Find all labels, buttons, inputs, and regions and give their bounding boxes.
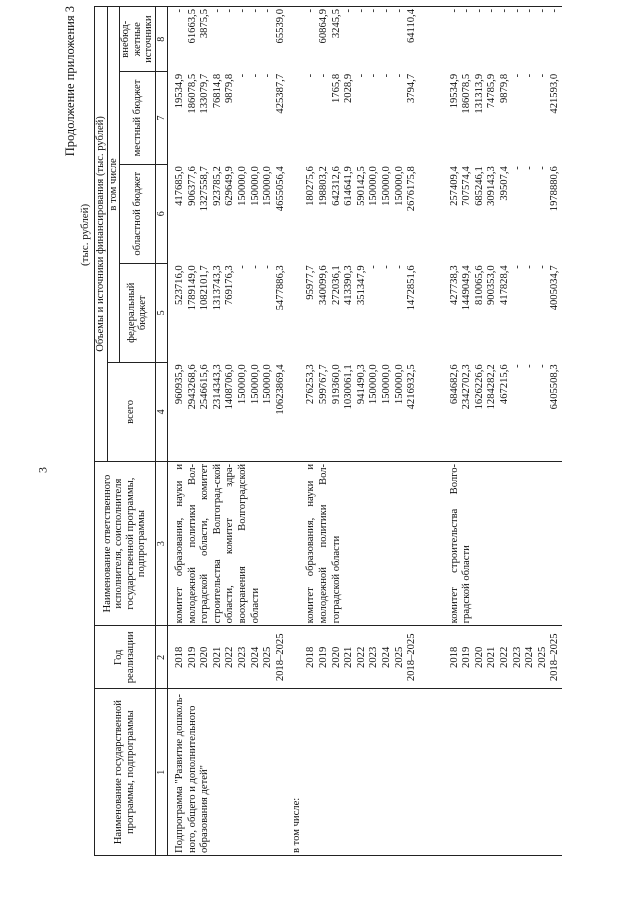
regional-value: 707574,4 xyxy=(461,166,473,206)
extra-value: - xyxy=(368,9,380,13)
local-value: 19534,9 xyxy=(174,73,185,109)
local-value: 1765,8 xyxy=(330,73,342,103)
extra-value: - xyxy=(524,9,536,13)
year-value: 2022 xyxy=(499,646,511,668)
federal-value: - xyxy=(380,265,392,269)
header-total: всего xyxy=(107,362,155,461)
executor-cell xyxy=(168,461,288,625)
federal-value: 4005034,7 xyxy=(549,265,561,311)
regional-value: 150000,0 xyxy=(236,166,248,206)
extra-value: - xyxy=(174,9,185,13)
year-value: 2022 xyxy=(224,646,236,668)
local-value: - xyxy=(380,73,392,78)
total-value: 1284282,2 xyxy=(486,364,498,410)
total-value: 1030061,1 xyxy=(343,364,355,410)
year-value: 2020 xyxy=(199,646,211,668)
executor-cell xyxy=(419,461,562,625)
total-value-cell xyxy=(287,362,418,461)
financing-table xyxy=(94,6,562,856)
total-value: - xyxy=(511,364,523,368)
total-value: 2314343,3 xyxy=(211,364,223,410)
total-value: 150000,0 xyxy=(393,364,405,405)
rotated-page xyxy=(62,6,614,856)
local-value: 2028,9 xyxy=(343,73,355,103)
year-value: 2019 xyxy=(461,646,473,668)
regional-value: 150000,0 xyxy=(380,166,392,206)
year-value: 2018–2025 xyxy=(274,633,286,682)
regional-value: 2676175,8 xyxy=(406,166,418,212)
local-value: - xyxy=(305,73,317,78)
extra-value: 64110,4 xyxy=(406,9,418,44)
federal-value: - xyxy=(368,265,380,269)
total-value: 4216932,5 xyxy=(406,364,418,410)
local-value: 425387,7 xyxy=(274,73,286,114)
extra-value: - xyxy=(393,9,405,13)
regional-value: 906377,6 xyxy=(186,166,198,206)
extra-value: - xyxy=(236,9,248,13)
local-value: 421593,0 xyxy=(549,73,561,114)
federal-value: - xyxy=(524,265,536,269)
col-number: 7 xyxy=(155,72,168,164)
federal-value-cell xyxy=(168,263,288,362)
header-including: в том числе xyxy=(107,7,120,363)
extra-value: - xyxy=(224,9,236,13)
executor-name: комитет строительства Волго-градской области xyxy=(448,463,473,624)
total-value: 150000,0 xyxy=(368,364,380,405)
executor-name: комитет образования, науки и молодежной политики Вол-гоградской области xyxy=(305,463,342,624)
col-number: 2 xyxy=(155,626,168,689)
total-value: 1626226,6 xyxy=(473,364,485,410)
year-value: 2025 xyxy=(262,646,274,668)
total-value: 2943268,6 xyxy=(186,364,198,410)
local-value: - xyxy=(524,73,536,78)
extra-value: - xyxy=(473,9,485,13)
program-name: в том числе: xyxy=(291,797,303,853)
local-value: - xyxy=(393,73,405,78)
federal-value-cell xyxy=(287,263,418,362)
year-value: 2018 xyxy=(174,646,185,668)
federal-value: 413390,3 xyxy=(343,265,355,305)
total-value: 150000,0 xyxy=(380,364,392,405)
regional-value: 150000,0 xyxy=(393,166,405,206)
local-value: 9879,8 xyxy=(224,73,236,103)
total-value: 941490,3 xyxy=(355,364,367,405)
federal-value: - xyxy=(511,265,523,269)
header-executor: Наименование ответственного исполнителя, соисполнителя государственной программы, подпрограммы xyxy=(95,461,156,625)
extra-value: - xyxy=(549,9,561,13)
year-value-cell xyxy=(419,626,562,689)
table-row xyxy=(287,7,418,856)
regional-value-cell xyxy=(168,164,288,263)
executor-cell xyxy=(287,461,418,625)
federal-value-cell xyxy=(419,263,562,362)
table-row xyxy=(419,7,562,856)
total-value: 6405508,3 xyxy=(549,364,561,410)
regional-value: 257409,4 xyxy=(448,166,460,206)
total-value: 150000,0 xyxy=(236,364,248,405)
federal-value: - xyxy=(249,265,261,269)
total-value-cell xyxy=(168,362,288,461)
total-value: - xyxy=(536,364,548,368)
extra-value: 65539,0 xyxy=(274,9,286,44)
header-federal: федеральный бюджет xyxy=(120,263,156,362)
regional-value: 150000,0 xyxy=(368,166,380,206)
regional-value: - xyxy=(536,166,548,170)
local-value: 19534,9 xyxy=(448,73,460,109)
local-value: - xyxy=(511,73,523,78)
regional-value: 150000,0 xyxy=(262,166,274,206)
program-name-cell xyxy=(168,689,288,856)
local-value: - xyxy=(249,73,261,78)
regional-value: 417685,0 xyxy=(174,166,185,206)
extra-value: 61663,5 xyxy=(186,9,198,44)
extra-value: - xyxy=(343,9,355,13)
federal-value: 1313743,3 xyxy=(211,265,223,311)
year-value: 2023 xyxy=(511,646,523,668)
federal-value: - xyxy=(393,265,405,269)
year-value: 2025 xyxy=(393,646,405,668)
local-value: - xyxy=(368,73,380,78)
year-value: 2024 xyxy=(380,646,392,668)
extra-value: - xyxy=(305,9,317,13)
year-value: 2018–2025 xyxy=(549,633,561,682)
local-value: - xyxy=(236,73,248,78)
federal-value: 523716,0 xyxy=(174,265,185,305)
regional-value: 614641,9 xyxy=(343,166,355,206)
regional-value-cell xyxy=(419,164,562,263)
regional-value: 198803,2 xyxy=(317,166,329,206)
year-value: 2018 xyxy=(305,646,317,668)
col-number: 5 xyxy=(155,263,168,362)
col-number: 4 xyxy=(155,362,168,461)
local-value: 74785,9 xyxy=(486,73,498,109)
federal-value: 769176,3 xyxy=(224,265,236,305)
local-value: - xyxy=(262,73,274,78)
program-name-cell xyxy=(419,689,562,856)
local-value: 186078,5 xyxy=(186,73,198,114)
total-value: 2342702,3 xyxy=(461,364,473,410)
extra-value: - xyxy=(262,9,274,13)
federal-value: 351347,9 xyxy=(355,265,367,305)
regional-value: 590142,5 xyxy=(355,166,367,206)
regional-value: 923785,2 xyxy=(211,166,223,206)
extra-value: - xyxy=(448,9,460,13)
program-name: Подпрограмма "Развитие дошколь-ного, общего и дополнительного образования детей" xyxy=(174,693,211,853)
federal-value: 1449049,4 xyxy=(461,265,473,311)
header-regional: областной бюджет xyxy=(120,164,156,263)
year-value: 2024 xyxy=(524,646,536,668)
total-value: 150000,0 xyxy=(262,364,274,405)
federal-value: 95977,7 xyxy=(305,265,317,300)
federal-value: 272036,1 xyxy=(330,265,342,305)
total-value: 10623869,4 xyxy=(274,364,286,415)
federal-value: 417828,4 xyxy=(499,265,511,305)
local-value-cell xyxy=(287,72,418,164)
year-value: 2025 xyxy=(536,646,548,668)
program-name-cell xyxy=(287,689,418,856)
year-value: 2020 xyxy=(473,646,485,668)
continuation-label: Продолжение приложения 3 xyxy=(63,6,77,157)
year-value: 2019 xyxy=(317,646,329,668)
regional-value: 1327558,7 xyxy=(199,166,211,212)
total-value-cell xyxy=(419,362,562,461)
total-value: 919360,0 xyxy=(330,364,342,405)
table-row xyxy=(168,7,288,856)
extra-value-cell xyxy=(287,7,418,72)
federal-value: 1472851,6 xyxy=(406,265,418,311)
federal-value: - xyxy=(236,265,248,269)
year-value: 2023 xyxy=(368,646,380,668)
table-body xyxy=(168,7,563,856)
year-value: 2021 xyxy=(211,646,223,668)
regional-value: 685246,1 xyxy=(473,166,485,206)
regional-value: 150000,0 xyxy=(249,166,261,206)
total-value: - xyxy=(524,364,536,368)
year-value: 2024 xyxy=(249,646,261,668)
federal-value: 900353,0 xyxy=(486,265,498,305)
header-local: местный бюджет xyxy=(120,72,156,164)
header-volumes: Объемы и источники финансирования (тыс. рублей) xyxy=(95,7,108,462)
regional-value: 629649,9 xyxy=(224,166,236,206)
regional-value: 39507,4 xyxy=(499,166,511,201)
col-number: 3 xyxy=(155,461,168,625)
year-value: 2018–2025 xyxy=(406,633,418,682)
year-value-cell xyxy=(287,626,418,689)
local-value: - xyxy=(536,73,548,78)
table-header xyxy=(95,7,168,856)
local-value: 9879,8 xyxy=(499,73,511,103)
header-year: Год реализации xyxy=(95,626,156,689)
header-name: Наименование государственной программы, подпрограммы xyxy=(95,689,156,856)
extra-value: - xyxy=(499,9,511,13)
year-value: 2019 xyxy=(186,646,198,668)
regional-value: 309143,3 xyxy=(486,166,498,206)
federal-value: 1082101,7 xyxy=(199,265,211,311)
federal-value: 810065,6 xyxy=(473,265,485,305)
extra-value: - xyxy=(511,9,523,13)
total-value: 599767,7 xyxy=(317,364,329,405)
regional-value: - xyxy=(524,166,536,170)
regional-value-cell xyxy=(287,164,418,263)
total-value: 467215,6 xyxy=(499,364,511,405)
extra-value: - xyxy=(536,9,548,13)
federal-value: - xyxy=(536,265,548,269)
year-value-cell xyxy=(168,626,288,689)
extra-value: - xyxy=(355,9,367,13)
extra-value: 3875,5 xyxy=(199,9,211,39)
extra-value: - xyxy=(486,9,498,13)
extra-value: - xyxy=(380,9,392,13)
local-value: - xyxy=(317,73,329,78)
extra-value: - xyxy=(211,9,223,13)
executor-name: комитет образования, науки и молодежной политики Вол-гоградской области, комитет строительства Волгоград-ской области, комитет здра-воохранения Волгоградской области xyxy=(174,463,261,624)
total-value: 684682,6 xyxy=(448,364,460,405)
year-value: 2021 xyxy=(486,646,498,668)
extra-value: 60864,9 xyxy=(317,9,329,44)
regional-value: 180275,6 xyxy=(305,166,317,206)
header-extra: внебюд-жетные источники xyxy=(120,7,156,72)
col-number: 1 xyxy=(155,689,168,856)
federal-value: 340099,6 xyxy=(317,265,329,305)
federal-value: 5477886,3 xyxy=(274,265,286,311)
extra-value-cell xyxy=(419,7,562,72)
extra-value: 3245,5 xyxy=(330,9,342,39)
extra-value: - xyxy=(249,9,261,13)
local-value: - xyxy=(355,73,367,78)
federal-value: 427738,3 xyxy=(448,265,460,305)
regional-value: 642312,6 xyxy=(330,166,342,206)
local-value-cell xyxy=(168,72,288,164)
page-number: 3 xyxy=(35,467,50,473)
total-value: 2546615,6 xyxy=(199,364,211,410)
local-value-cell xyxy=(419,72,562,164)
col-number: 8 xyxy=(155,7,168,72)
year-value: 2020 xyxy=(330,646,342,668)
year-value: 2023 xyxy=(236,646,248,668)
total-value: 1408706,0 xyxy=(224,364,236,410)
federal-value: 1789149,0 xyxy=(186,265,198,311)
col-number: 6 xyxy=(155,164,168,263)
local-value: 133079,7 xyxy=(199,73,211,114)
year-value: 2021 xyxy=(343,646,355,668)
extra-value-cell xyxy=(168,7,288,72)
local-value: 131313,9 xyxy=(473,73,485,114)
local-value: 186078,5 xyxy=(461,73,473,114)
total-value: 276253,3 xyxy=(305,364,317,405)
year-value: 2022 xyxy=(355,646,367,668)
total-value: 960935,9 xyxy=(174,364,185,405)
extra-value: - xyxy=(461,9,473,13)
year-value: 2018 xyxy=(448,646,460,668)
total-value: 150000,0 xyxy=(249,364,261,405)
local-value: 76814,8 xyxy=(211,73,223,109)
regional-value: 1978880,6 xyxy=(549,166,561,212)
local-value: 3794,7 xyxy=(406,73,418,103)
regional-value: - xyxy=(511,166,523,170)
regional-value: 4655056,4 xyxy=(274,166,286,212)
units-row xyxy=(78,6,92,856)
federal-value: - xyxy=(262,265,274,269)
units-label: (тыс. рублей) xyxy=(79,203,91,266)
